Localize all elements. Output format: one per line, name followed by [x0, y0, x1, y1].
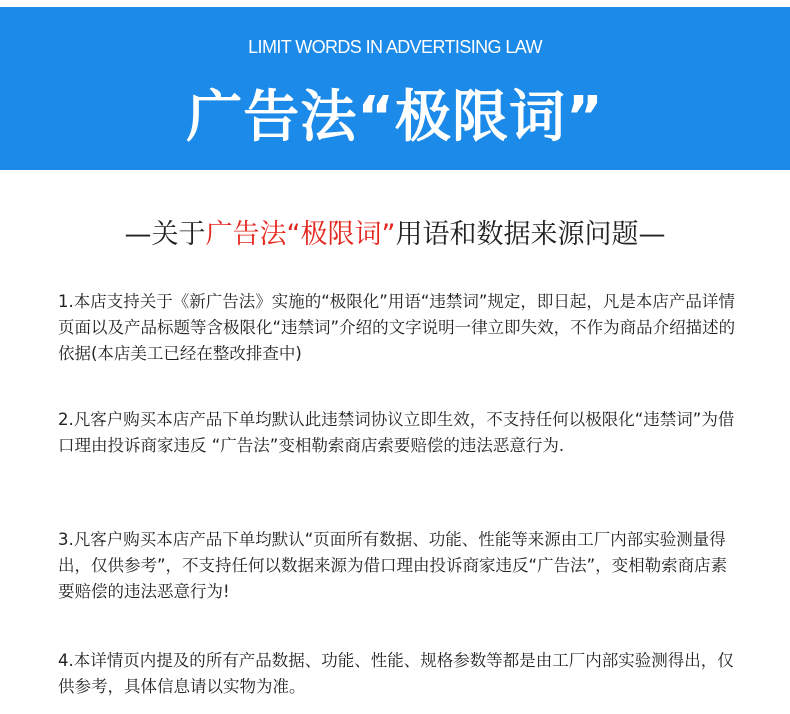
notice-paragraph-3: 3.凡客户购买本店产品下单均默认“页面所有数据、功能、性能等来源由工厂内部实验测量得出，仅供参考”，不支持任何以数据来源为借口理由投诉商家违反“广告法”，变相勒索商店素要赔偿的违法恶意行为! — [58, 530, 728, 601]
banner-title: 广告法“极限词” — [186, 85, 604, 150]
section-heading — [0, 212, 790, 251]
notice-paragraph-2: 2.凡客户购买本店产品下单均默认此违禁词协议立即生效，不支持任何以极限化“违禁词”为借口理由投诉商家违反 “广告法”变相勒索商店索要赔偿的违法恶意行为. — [58, 410, 735, 455]
notice-paragraph-1: 1.本店支持关于《新广告法》实施的“极限化”用语“违禁词”规定，即日起，凡是本店产品详情页面以及产品标题等含极限化“违禁词”介绍的文字说明一律立即失效，不作为商品介绍描述的依据(本店美工已经在整改排查中) — [58, 292, 736, 363]
notice-paragraph-4: 4.本详情页内提及的所有产品数据、功能、性能、规格参数等都是由工厂内部实验测得出，仅供参考，具体信息请以实物为准。 — [58, 651, 734, 696]
header-banner — [0, 7, 790, 170]
banner-subtitle: LIMIT WORDS IN ADVERTISING LAW — [248, 37, 542, 57]
heading-suffix: 用语和数据来源问题— — [395, 219, 666, 250]
heading-highlight: 广告法“极限词” — [205, 219, 396, 250]
heading-prefix: —关于 — [124, 219, 206, 250]
